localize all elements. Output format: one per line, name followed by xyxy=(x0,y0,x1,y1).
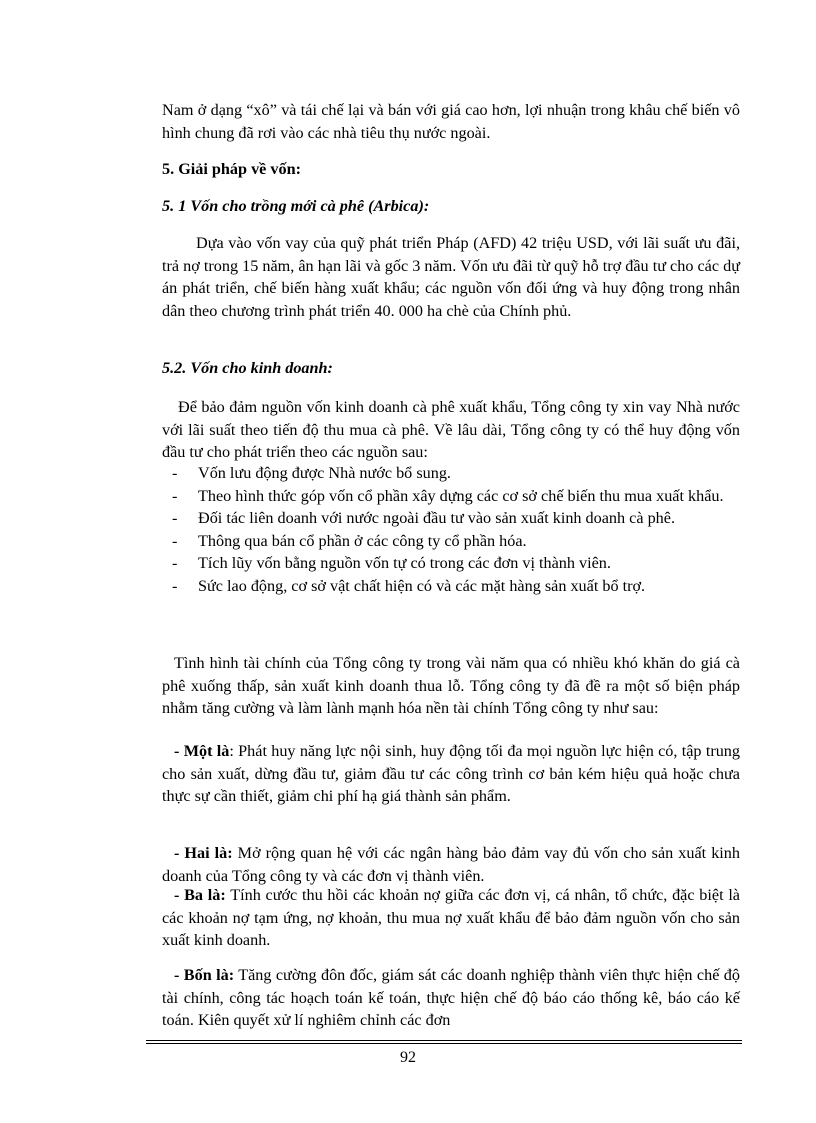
section-5-1-heading: 5. 1 Vốn cho trồng mới cà phê (Arbica): xyxy=(162,197,430,215)
measure-4 xyxy=(162,964,740,1032)
list-item-text: Vốn lưu động được Nhà nước bổ sung. xyxy=(198,464,451,482)
list-item xyxy=(172,507,740,530)
list-item xyxy=(172,575,740,598)
section-5-2-heading: 5.2. Vốn cho kinh doanh: xyxy=(162,359,333,377)
list-item-text: Đối tác liên doanh với nước ngoài đầu tư vào sản xuất kinh doanh cà phê. xyxy=(198,509,676,527)
measure-text: Tính cước thu hồi các khoản nợ giữa các đơn vị, cá nhân, tổ chức, đặc biệt là các khoản nợ tạm ứng, nợ khoản, thu mua nợ xuất khẩu để bảo đảm nguồn vốn cho sản xuất kinh doanh. xyxy=(162,886,740,949)
bullet-mark: - xyxy=(172,464,178,482)
intro-paragraph: Nam ở dạng “xô” và tái chế lại và bán với giá cao hơn, lợi nhuận trong khâu chế biến vô hình chung đã rơi vào các nhà tiêu thụ nước ngoài. xyxy=(162,101,740,142)
bullet-mark: - xyxy=(172,531,178,550)
footer-rule-top xyxy=(146,1040,742,1041)
measure-label: - Hai là: xyxy=(174,844,233,862)
list-item xyxy=(172,485,740,508)
list-item-text: Sức lao động, cơ sở vật chất hiện có và các mặt hàng sản xuất bổ trợ. xyxy=(198,576,646,595)
measure-label: - Một là xyxy=(174,742,230,760)
measure-text: Tăng cường đôn đốc, giám sát các doanh nghiệp thành viên thực hiện chế độ tài chính, công tác hoạch toán kế toán, thực hiện chế độ báo cáo thống kê, báo cáo kế toán. Kiên quyết xử lí nghiêm chỉnh các đơn xyxy=(162,966,740,1029)
measure-2 xyxy=(162,842,740,887)
section-5-2-paragraph: Để bảo đảm nguồn vốn kinh doanh cà phê xuất khẩu, Tổng công ty xin vay Nhà nước với lãi suất theo tiến độ thu mua cà phê. Về lâu dài, Tổng công ty có thể huy động vốn đầu tư cho phát triển theo các nguồn sau: xyxy=(162,398,740,461)
measure-text: : Phát huy năng lực nội sinh, huy động tối đa mọi nguồn lực hiện có, tập trung cho sản xuất, dừng đầu tư, giảm đầu tư các công trình cơ bản kém hiệu quả hoặc chưa thực sự cần thiết, giảm chi phí hạ giá thành sản phẩm. xyxy=(162,742,740,805)
section-5-heading: 5. Giải pháp về vốn: xyxy=(162,160,301,178)
measure-label: - Bốn là: xyxy=(174,966,235,984)
list-item xyxy=(172,552,740,575)
page-number: 92 xyxy=(400,1049,416,1066)
bullet-mark: - xyxy=(172,509,178,527)
finance-paragraph: Tình hình tài chính của Tổng công ty trong vài năm qua có nhiều khó khăn do giá cà phê xuống thấp, sản xuất kinh doanh thua lỗ. Tổng công ty đã đề ra một số biện pháp nhằm tăng cường và làm lành mạnh hóa nền tài chính Tổng công ty như sau: xyxy=(162,654,740,717)
measure-text: Mở rộng quan hệ với các ngân hàng bảo đảm vay đủ vốn cho sản xuất kinh doanh của Tổng công ty và các đơn vị thành viên. xyxy=(162,844,740,885)
capital-sources-list xyxy=(172,462,740,597)
measure-1 xyxy=(162,740,740,808)
footer-rule-bottom xyxy=(146,1043,742,1044)
measure-3 xyxy=(162,884,740,952)
measure-label: - Ba là: xyxy=(174,886,226,904)
list-item xyxy=(172,530,740,553)
list-item-text: Theo hình thức góp vốn cổ phần xây dựng các cơ sở chế biến thu mua xuất khẩu. xyxy=(198,486,724,505)
section-5-1-paragraph: Dựa vào vốn vay của quỹ phát triển Pháp (AFD) 42 triệu USD, với lãi suất ưu đãi, trả nợ trong 15 năm, ân hạn lãi và gốc 3 năm. Vốn ưu đãi từ quỹ hỗ trợ đầu tư cho các dự án phát triển, chế biến hàng xuất khẩu; các nguồn vốn đối ứng và huy động trong nhân dân theo chương trình phát triển 40. 000 ha chè của Chính phủ. xyxy=(162,234,740,320)
bullet-mark: - xyxy=(172,576,178,595)
list-item-text: Thông qua bán cổ phần ở các công ty cổ phần hóa. xyxy=(198,531,527,550)
bullet-mark: - xyxy=(172,554,178,572)
list-item-text: Tích lũy vốn bằng nguồn vốn tự có trong các đơn vị thành viên. xyxy=(198,554,611,572)
list-item xyxy=(172,462,740,485)
bullet-mark: - xyxy=(172,486,178,505)
